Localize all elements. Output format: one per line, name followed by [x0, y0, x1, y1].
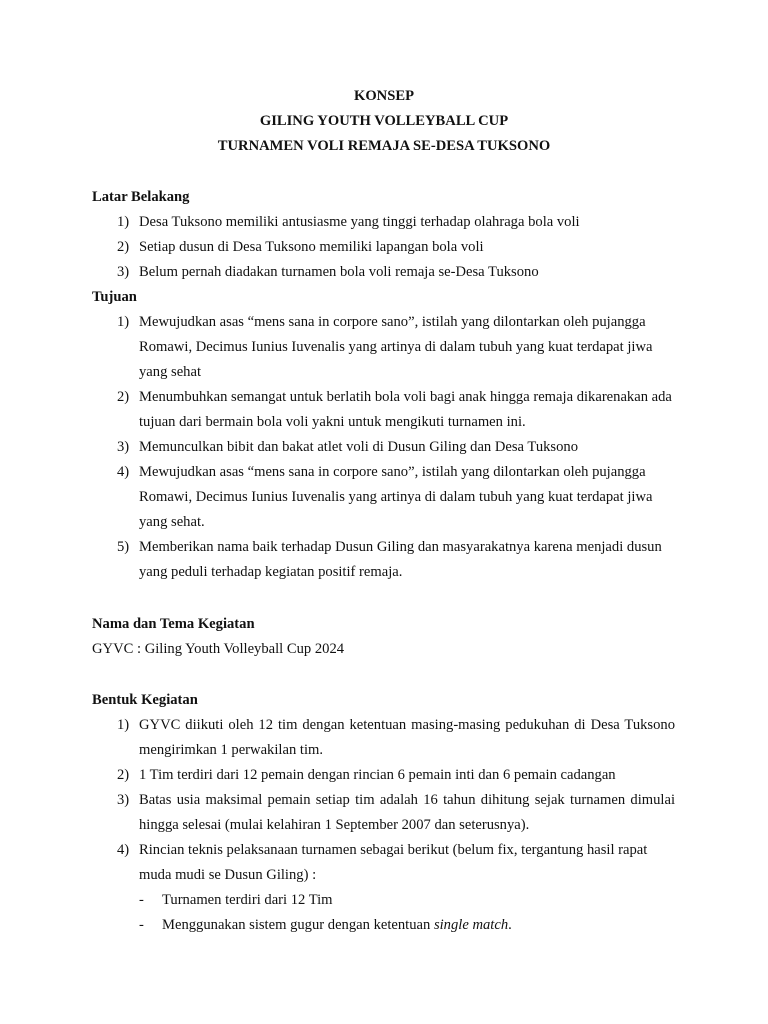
- title-line-3: TURNAMEN VOLI REMAJA SE-DESA TUKSONO: [217, 138, 551, 154]
- dash-bullet: -: [139, 892, 144, 908]
- list-item-text: Rincian teknis pelaksanaan turnamen sebagai berikut (belum fix, tergantung hasil rapat muda mudi se Dusun Giling) :: [139, 842, 648, 883]
- sub-list-item-suffix: .: [508, 917, 512, 933]
- sub-list-item: [92, 888, 675, 913]
- list-number: 3): [117, 792, 130, 808]
- list-number: 2): [117, 239, 130, 255]
- list-number: 1): [117, 214, 130, 230]
- sub-list-item-text: Turnamen terdiri dari 12 Tim: [162, 892, 333, 908]
- list-number: 1): [117, 717, 130, 733]
- list-item-text: Memunculkan bibit dan bakat atlet voli di Dusun Giling dan Desa Tuksono: [139, 439, 578, 455]
- list-item: [92, 235, 675, 260]
- list-number: 5): [117, 539, 130, 555]
- list-item: [92, 763, 675, 788]
- list-number: 3): [117, 439, 130, 455]
- list-item-text: Batas usia maksimal pemain setiap tim adalah 16 tahun dihitung sejak turnamen dimulai hingga selesai (mulai kelahiran 1 September 2007 dan seterusnya).: [139, 792, 675, 833]
- list-item-text: Mewujudkan asas “mens sana in corpore sano”, istilah yang dilontarkan oleh pujangga Romawi, Decimus Iunius Iuvenalis yang artinya di dalam tubuh yang kuat terdapat jiwa yang sehat: [139, 314, 653, 380]
- sub-list-item: [92, 913, 675, 938]
- title-line-2: GILING YOUTH VOLLEYBALL CUP: [259, 113, 509, 129]
- list-number: 3): [117, 264, 130, 280]
- dash-bullet: -: [139, 917, 144, 933]
- section-heading: Latar Belakang: [92, 189, 190, 205]
- title-line-1: KONSEP: [353, 88, 414, 104]
- section-bentuk-kegiatan: [92, 688, 675, 938]
- section-heading: Nama dan Tema Kegiatan: [92, 616, 255, 632]
- list-item-text: GYVC diikuti oleh 12 tim dengan ketentuan masing-masing pedukuhan di Desa Tuksono mengirimkan 1 perwakilan tim.: [139, 717, 675, 758]
- list-item: [92, 838, 675, 888]
- list-item-text: Mewujudkan asas “mens sana in corpore sano”, istilah yang dilontarkan oleh pujangga Romawi, Decimus Iunius Iuvenalis yang artinya di dalam tubuh yang kuat terdapat jiwa yang sehat.: [139, 464, 653, 530]
- list-item-text: 1 Tim terdiri dari 12 pemain dengan rincian 6 pemain inti dan 6 pemain cadangan: [139, 767, 616, 783]
- list-item-text: Memberikan nama baik terhadap Dusun Giling dan masyarakatnya karena menjadi dusun yang peduli terhadap kegiatan positif remaja.: [139, 539, 662, 580]
- event-name-text: GYVC : Giling Youth Volleyball Cup 2024: [92, 641, 345, 657]
- list-item: [92, 713, 675, 763]
- sub-list-item-text: Menggunakan sistem gugur dengan ketentuan: [162, 917, 434, 933]
- list-number: 2): [117, 767, 130, 783]
- list-number: 4): [117, 842, 130, 858]
- list-number: 2): [117, 389, 130, 405]
- list-item: [92, 210, 675, 235]
- list-item: [92, 385, 675, 435]
- section-tujuan: [92, 285, 675, 585]
- list-item: [92, 260, 675, 285]
- section-heading: Bentuk Kegiatan: [92, 692, 198, 708]
- list-item: [92, 310, 675, 385]
- list-item: [92, 535, 675, 585]
- section-nama-tema: [92, 612, 675, 662]
- emphasis-text: single match: [433, 917, 509, 933]
- list-item: [92, 788, 675, 838]
- list-item-text: Setiap dusun di Desa Tuksono memiliki lapangan bola voli: [139, 239, 484, 255]
- section-latar-belakang: [92, 185, 675, 285]
- list-number: 4): [117, 464, 130, 480]
- list-item: [92, 435, 675, 460]
- list-item-text: Belum pernah diadakan turnamen bola voli remaja se-Desa Tuksono: [139, 264, 539, 280]
- list-item-text: Desa Tuksono memiliki antusiasme yang tinggi terhadap olahraga bola voli: [139, 214, 580, 230]
- section-heading: Tujuan: [92, 289, 137, 305]
- list-item: [92, 460, 675, 535]
- list-item-text: Menumbuhkan semangat untuk berlatih bola voli bagi anak hingga remaja dikarenakan ada tujuan dari bermain bola voli yakni untuk mengikuti turnamen ini.: [139, 389, 672, 430]
- list-number: 1): [117, 314, 130, 330]
- document-title: [0, 84, 768, 159]
